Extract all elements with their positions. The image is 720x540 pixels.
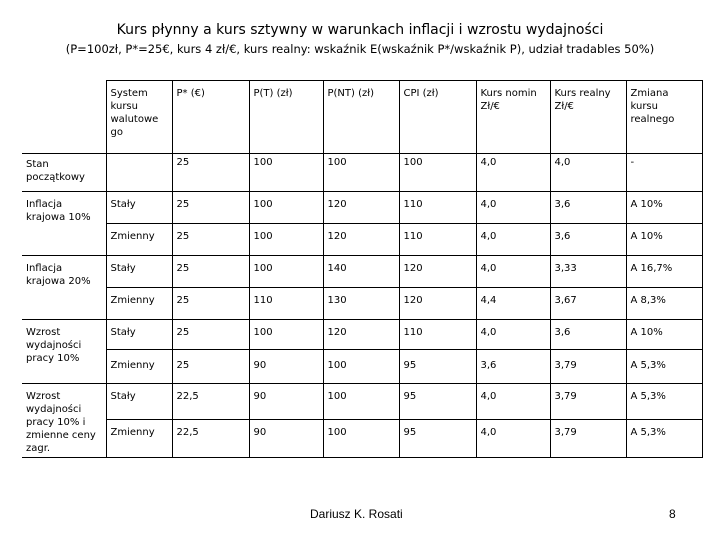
table-cell: 4,4 xyxy=(476,288,550,320)
table-cell xyxy=(106,154,172,192)
row-group-label: Wzrost wydajności pracy 10% xyxy=(22,320,106,384)
table-cell: A 5,3% xyxy=(626,420,702,458)
table-cell: 25 xyxy=(172,256,249,288)
table-cell: 3,33 xyxy=(550,256,626,288)
table-cell: 25 xyxy=(172,192,249,224)
table-cell: Zmienny xyxy=(106,350,172,384)
table-cell: A 10% xyxy=(626,192,702,224)
table-row xyxy=(22,192,702,224)
table-cell: 22,5 xyxy=(172,384,249,420)
table-cell: Zmienny xyxy=(106,224,172,256)
row-group-label: Stan początkowy xyxy=(22,154,106,192)
table-cell: 95 xyxy=(399,420,476,458)
table-cell: 110 xyxy=(249,288,323,320)
table-cell: 110 xyxy=(399,192,476,224)
header-cell xyxy=(22,81,106,154)
table-cell: 120 xyxy=(399,256,476,288)
table-row xyxy=(22,350,702,384)
table-cell: Stały xyxy=(106,256,172,288)
table-cell: 120 xyxy=(399,288,476,320)
table-cell: 3,6 xyxy=(550,320,626,350)
table-cell: 120 xyxy=(323,224,399,256)
table-cell: 90 xyxy=(249,420,323,458)
row-group-label: Wzrost wydajności pracy 10% i zmienne ceny zagr. xyxy=(22,384,106,458)
table-cell: 100 xyxy=(323,154,399,192)
header-cell: Kurs realny Zł/€ xyxy=(550,81,626,154)
table-cell: 95 xyxy=(399,384,476,420)
table-cell: Zmienny xyxy=(106,420,172,458)
table-cell: 100 xyxy=(323,350,399,384)
table-cell: 25 xyxy=(172,288,249,320)
table-row xyxy=(22,320,702,350)
table-cell: 3,79 xyxy=(550,350,626,384)
table-cell: 100 xyxy=(249,320,323,350)
table-cell: 120 xyxy=(323,320,399,350)
table-cell: 100 xyxy=(249,256,323,288)
header-cell: P(T) (zł) xyxy=(249,81,323,154)
table-cell: Stały xyxy=(106,192,172,224)
table-cell: 4,0 xyxy=(550,154,626,192)
table-cell: 3,6 xyxy=(550,192,626,224)
page-number: 8 xyxy=(669,507,676,521)
header-cell: P* (€) xyxy=(172,81,249,154)
table-cell: 110 xyxy=(399,320,476,350)
table-cell: 100 xyxy=(399,154,476,192)
table-cell: A 10% xyxy=(626,320,702,350)
table-row xyxy=(22,420,702,458)
table-cell: 120 xyxy=(323,192,399,224)
header-cell: Kurs nomin Zł/€ xyxy=(476,81,550,154)
row-group-label: Inflacja krajowa 20% xyxy=(22,256,106,320)
header-cell: Zmiana kursu realnego xyxy=(626,81,702,154)
table-cell: 4,0 xyxy=(476,256,550,288)
header-cell: P(NT) (zł) xyxy=(323,81,399,154)
header-row xyxy=(22,81,702,154)
table-row xyxy=(22,256,702,288)
header-cell: System kursu walutowe go xyxy=(106,81,172,154)
table-cell: 3,6 xyxy=(550,224,626,256)
slide-subtitle: (P=100zł, P*=25€, kurs 4 zł/€, kurs realny: wskaźnik E(wskaźnik P*/wskaźnik P), udział tradables 50%) xyxy=(65,42,655,56)
table-cell: 90 xyxy=(249,350,323,384)
table-cell: 100 xyxy=(323,420,399,458)
table-cell: 3,67 xyxy=(550,288,626,320)
table-cell: 3,79 xyxy=(550,420,626,458)
table-cell: 4,0 xyxy=(476,224,550,256)
table-cell: 4,0 xyxy=(476,320,550,350)
table-cell: 3,79 xyxy=(550,384,626,420)
table-cell: 25 xyxy=(172,320,249,350)
table-cell: 22,5 xyxy=(172,420,249,458)
table-cell: A 10% xyxy=(626,224,702,256)
table-cell: A 5,3% xyxy=(626,350,702,384)
footer-author: Dariusz K. Rosati xyxy=(310,507,403,521)
table-cell: 4,0 xyxy=(476,384,550,420)
table-cell: Stały xyxy=(106,384,172,420)
table-cell: 110 xyxy=(399,224,476,256)
row-group-label: Inflacja krajowa 10% xyxy=(22,192,106,256)
table-cell: A 5,3% xyxy=(626,384,702,420)
table-cell: 90 xyxy=(249,384,323,420)
table-cell: 140 xyxy=(323,256,399,288)
table-cell: 95 xyxy=(399,350,476,384)
table-cell: 4,0 xyxy=(476,154,550,192)
table-cell: 3,6 xyxy=(476,350,550,384)
table-cell: 4,0 xyxy=(476,192,550,224)
table-row xyxy=(22,384,702,420)
table-cell: 100 xyxy=(249,154,323,192)
table-cell: Stały xyxy=(106,320,172,350)
table-cell: 25 xyxy=(172,154,249,192)
table-cell: 100 xyxy=(249,192,323,224)
data-table xyxy=(22,80,703,458)
table-row xyxy=(22,288,702,320)
table-cell: Zmienny xyxy=(106,288,172,320)
table-cell: - xyxy=(626,154,702,192)
table-cell: 25 xyxy=(172,224,249,256)
header-cell: CPI (zł) xyxy=(399,81,476,154)
table-row xyxy=(22,154,702,192)
table-cell: 4,0 xyxy=(476,420,550,458)
slide-title: Kurs płynny a kurs sztywny w warunkach inflacji i wzrostu wydajności xyxy=(116,22,604,38)
table-cell: 25 xyxy=(172,350,249,384)
table-cell: 100 xyxy=(323,384,399,420)
table-cell: 100 xyxy=(249,224,323,256)
table-row xyxy=(22,224,702,256)
table-cell: A 8,3% xyxy=(626,288,702,320)
table-cell: 130 xyxy=(323,288,399,320)
table-cell: A 16,7% xyxy=(626,256,702,288)
